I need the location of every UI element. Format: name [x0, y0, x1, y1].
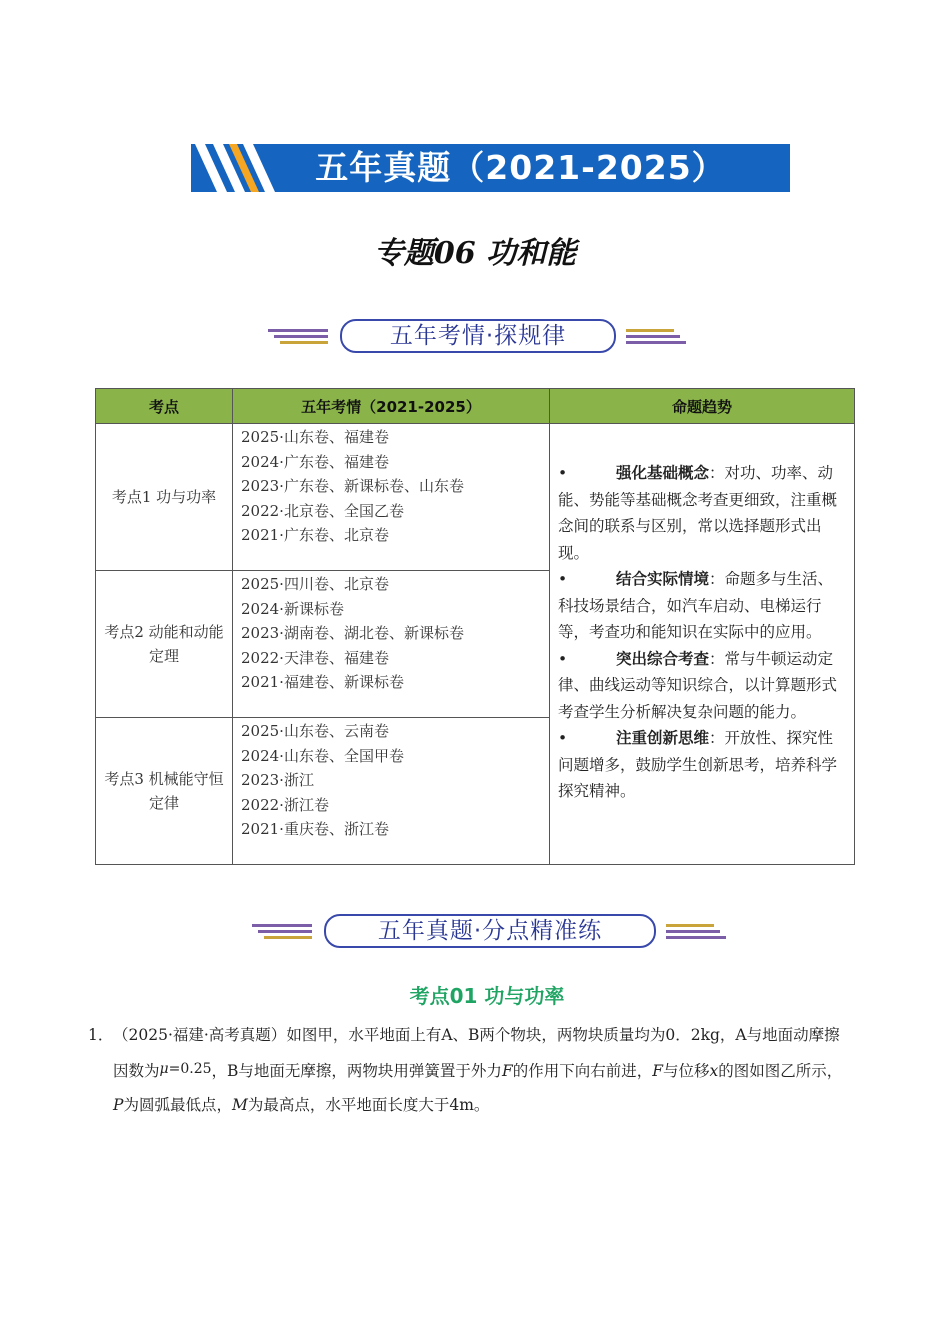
exam-line: 2021·重庆卷、浙江卷 — [241, 820, 389, 838]
trend-heading: 结合实际情境 — [616, 570, 710, 588]
question-body — [88, 1018, 852, 1122]
table-row — [96, 424, 855, 571]
bullet: • — [558, 464, 568, 482]
topic-cell: 考点2 动能和动能定理 — [96, 571, 233, 718]
left-lines-decoration-icon — [252, 922, 314, 940]
question-source: （2025·福建·高考真题） — [113, 1026, 287, 1044]
exams-cell — [233, 718, 550, 865]
bullet: • — [558, 570, 568, 588]
trend-cell — [550, 424, 855, 865]
question-text: 为最高点，水平地面长度大于4m。 — [247, 1096, 490, 1114]
question-text: 与位移 — [662, 1062, 710, 1080]
bullet: • — [558, 729, 568, 747]
trend-text: ：对功、功率、动能、势能等基础概念考查更细致，注重概念间的联系与区别，常以选择题形式出现。 — [558, 464, 838, 562]
exam-line: 2025·四川卷、北京卷 — [241, 575, 389, 593]
question-text: 如图甲，水平地面上有A、B两个物块，两物块质量均为0．2kg，A与地面动摩擦因数为 — [113, 1026, 840, 1080]
section-pill-label: 五年真题·分点精准练 — [324, 914, 656, 948]
exam-line: 2024·山东卷、全国甲卷 — [241, 746, 404, 765]
section-header-practice — [252, 914, 728, 950]
var-P: P — [113, 1096, 124, 1114]
right-lines-decoration-icon — [666, 922, 728, 940]
trend-item — [558, 460, 844, 566]
trend-heading: 突出综合考查 — [616, 649, 710, 668]
var-F: F — [501, 1062, 513, 1080]
topic-cell: 考点1 功与功率 — [96, 424, 233, 571]
trend-item — [558, 725, 844, 805]
trend-item — [558, 646, 844, 726]
header-topic: 考点 — [96, 389, 233, 424]
exam-trend-table — [95, 388, 855, 865]
knowledge-point-title: 考点01 功与功率 — [409, 984, 565, 1008]
exams-cell — [233, 424, 550, 571]
exam-line: 2023·湖南卷、湖北卷、新课标卷 — [241, 624, 464, 642]
mu-value: =0.25 — [168, 1061, 212, 1077]
left-lines-decoration-icon — [268, 327, 330, 345]
trend-text: ：常与牛顿运动定律、曲线运动等知识综合，以计算题形式考查学生分析解决复杂问题的能力。 — [558, 649, 838, 721]
trend-text: ：命题多与生活、科技场景结合，如汽车启动、电梯运行等，考查功和能知识在实际中的应用。 — [558, 570, 834, 641]
exam-line: 2023·广东卷、新课标卷、山东卷 — [241, 477, 464, 495]
topic-cell: 考点3 机械能守恒定律 — [96, 718, 233, 865]
top-banner — [191, 144, 790, 192]
question-text: 为圆弧最低点， — [123, 1096, 232, 1114]
question-1 — [88, 1018, 852, 1122]
exam-line: 2025·山东卷、云南卷 — [241, 722, 389, 740]
var-F: F — [652, 1062, 663, 1080]
var-x: x — [709, 1062, 719, 1080]
question-number: 1． — [88, 1026, 114, 1044]
exam-line: 2021·福建卷、新课标卷 — [241, 673, 404, 691]
header-exams: 五年考情（2021-2025） — [233, 389, 550, 424]
page-title: 专题06 功和能 — [373, 236, 577, 271]
question-text: 的作用下向右前进， — [512, 1062, 653, 1080]
section-header-trends — [268, 319, 688, 355]
trend-text: ：开放性、探究性问题增多，鼓励学生创新思考，培养科学探究精神。 — [558, 729, 838, 800]
exams-cell — [233, 571, 550, 718]
trend-heading: 强化基础概念 — [616, 464, 710, 482]
section-pill-label: 五年考情·探规律 — [340, 319, 616, 353]
exam-line: 2022·北京卷、全国乙卷 — [241, 501, 404, 520]
trend-item — [558, 566, 844, 646]
mu-symbol: μ — [159, 1061, 169, 1077]
header-trend: 命题趋势 — [550, 389, 855, 424]
banner-title: 五年真题（2021-2025） — [315, 148, 726, 187]
exam-line: 2024·广东卷、福建卷 — [241, 452, 389, 471]
exam-line: 2022·浙江卷 — [241, 795, 329, 814]
table-header-row — [96, 389, 855, 424]
bullet: • — [558, 649, 568, 668]
question-text: ，B与地面无摩擦，两物块用弹簧置于外力 — [211, 1062, 502, 1080]
exam-line: 2025·山东卷、福建卷 — [241, 428, 389, 446]
exam-line: 2022·天津卷、福建卷 — [241, 648, 389, 667]
right-lines-decoration-icon — [626, 327, 688, 345]
question-text: 的图如图乙所示， — [718, 1062, 843, 1080]
exam-line: 2024·新课标卷 — [241, 599, 344, 618]
trend-heading: 注重创新思维 — [616, 729, 710, 747]
var-M: M — [231, 1096, 248, 1114]
exam-line: 2021·广东卷、北京卷 — [241, 526, 389, 544]
exam-line: 2023·浙江 — [241, 771, 314, 789]
